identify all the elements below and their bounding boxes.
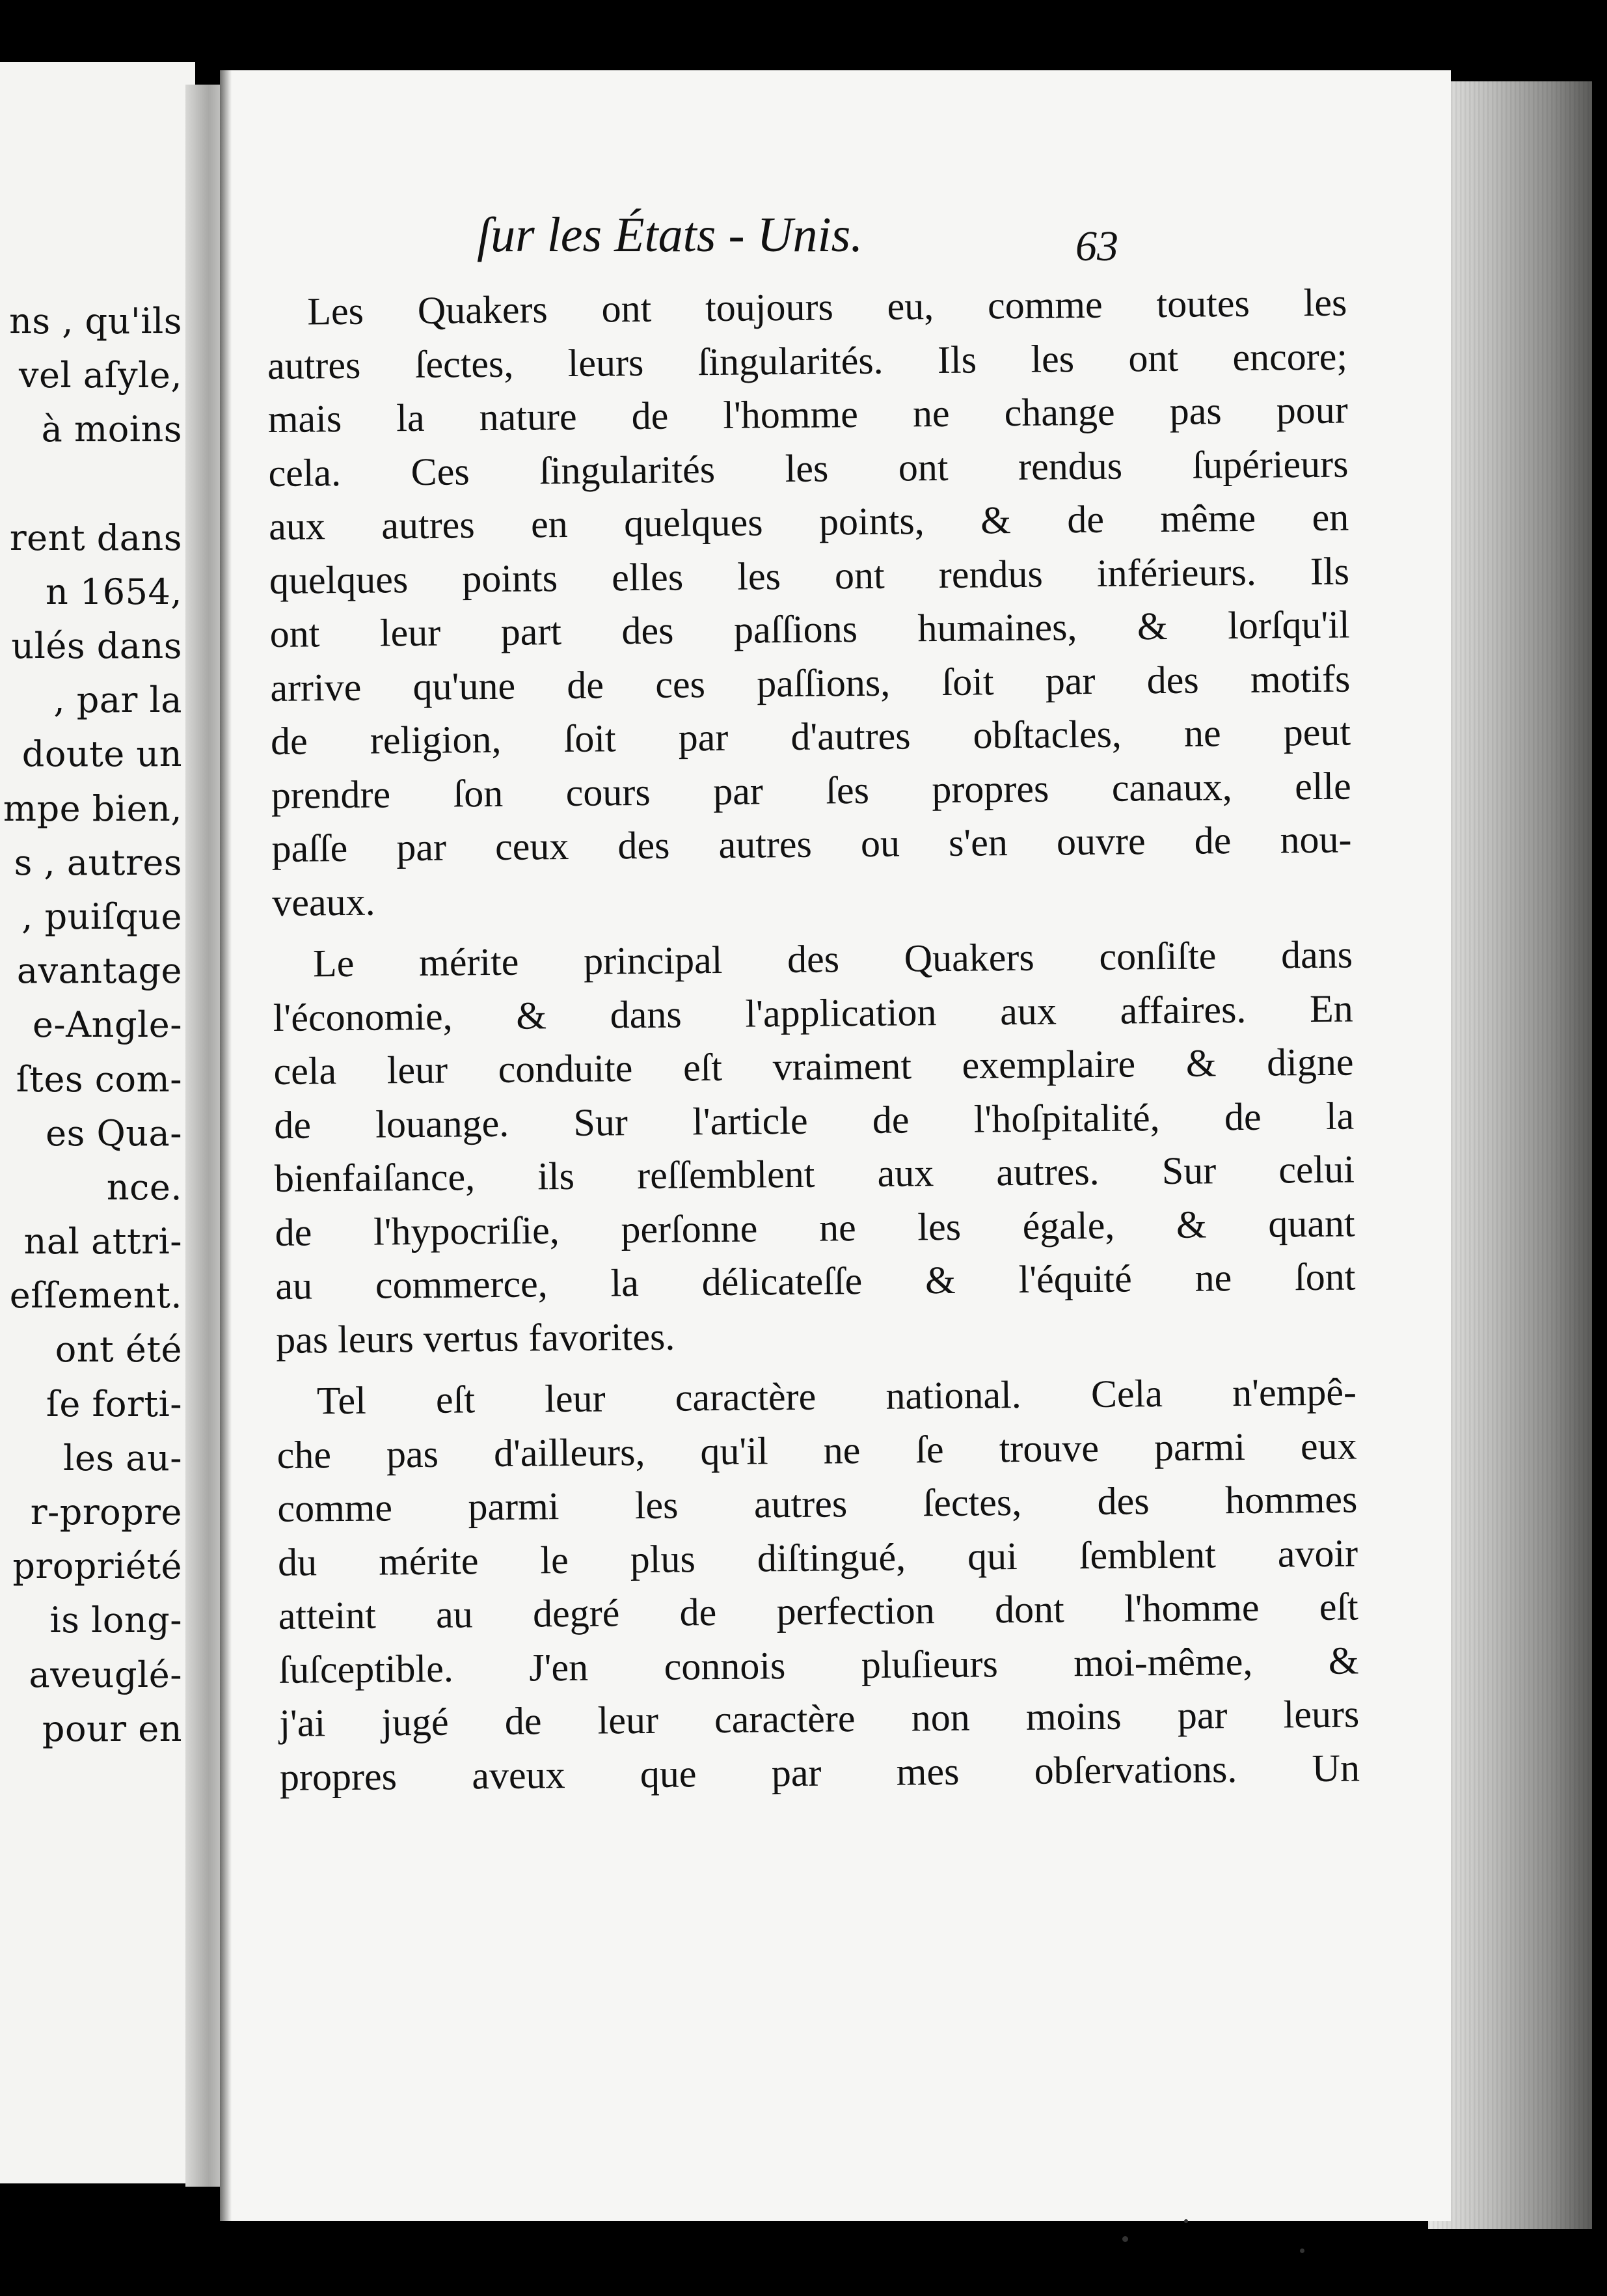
facing-page-line: n 1654, [45,571,182,612]
book-fore-edge [1428,81,1592,2229]
facing-page-line: , puiſque [21,896,182,937]
facing-page-line: doute un [21,733,182,774]
text-line: pas leurs vertus favorites. [275,1315,675,1361]
facing-page-line: ns , qu'ils [9,301,182,342]
scan-speck [1184,2219,1188,2223]
facing-page-line: à moins [41,409,182,450]
facing-page-line: e-Angle- [32,1004,182,1045]
facing-page-line: les au- [63,1438,182,1479]
facing-page-line: nal attri- [23,1221,182,1262]
text-line: quelques points elles les ont rendus inférieurs. Ils [269,549,1350,602]
facing-page-line: r-propre [30,1492,182,1533]
text-line: ſuſceptible. J'en connois pluſieurs moi-même, & [278,1638,1359,1691]
facing-page-line: ſe forti- [46,1384,182,1425]
facing-page-line: eſſement. [9,1275,182,1316]
text-line: Les Quakers ont toujours eu, comme toutes les [307,280,1347,333]
facing-page-line: ont été [55,1329,182,1370]
text-line: comme parmi les autres ſectes, des hommes [277,1477,1358,1530]
facing-page-line: s , autres [14,842,182,883]
text-line: veaux. [271,880,375,924]
spine-shadow [220,70,232,2221]
facing-page-line: pour en [42,1708,182,1749]
text-line: l'économie, & dans l'application aux affaires. En [273,986,1354,1039]
main-page [220,70,1451,2221]
text-line: cela. Ces ſingularités les ont rendus ſupérieurs [268,442,1349,495]
text-line: de l'hypocriſie, perſonne ne les égale, & quant [275,1201,1355,1254]
text-line: Tel eſt leur caractère national. Cela n'empê- [316,1370,1357,1423]
text-line: arrive qu'une de ces paſſions, ſoit par des motifs [270,656,1351,709]
facing-page-line: es Qua- [46,1113,182,1154]
text-line: propres aveux que par mes obſervations. Un [279,1745,1360,1799]
text-line: du mérite le plus diſtingué, qui ſemblent avoir [277,1531,1358,1584]
facing-page-line: ulés dans [11,625,182,666]
text-line: paſſe par ceux des autres ou s'en ouvre de nou- [271,817,1352,870]
facing-page-line: , par la [53,679,182,720]
scan-speck [1122,2236,1128,2242]
facing-page-line: nce. [106,1167,182,1208]
facing-page-line: rent dans [9,517,182,558]
text-line: Le mérite principal des Quakers conſiſte dans [312,933,1353,985]
facing-page-line: avantage [16,950,182,991]
text-line: de religion, ſoit par d'autres obſtacles, ne peut [270,710,1351,763]
text-line: de louange. Sur l'article de l'hoſpitalité, de la [273,1093,1355,1147]
text-line: prendre ſon cours par ſes propres canaux, elle [271,763,1352,817]
text-line: bienfaiſance, ils reſſemblent aux autres. Sur celui [274,1147,1355,1200]
facing-page [0,62,195,2183]
text-line: atteint au degré de perfection dont l'homme eſt [278,1585,1359,1637]
text-line: j'ai jugé de leur caractère non moins par leurs [278,1692,1360,1745]
scan-speck [1300,2248,1304,2253]
facing-page-line: ſtes com- [16,1059,182,1100]
text-line: au commerce, la délicateſſe & l'équité ne ſont [275,1255,1356,1307]
running-head: ſur les États - Unis. [477,208,863,262]
facing-page-line: aveuglé- [29,1654,182,1695]
facing-page-line: mpe bien, [3,788,182,829]
body-text [267,276,1360,1804]
text-line: che pas d'ailleurs, qu'il ne ſe trouve parmi eux [277,1423,1357,1477]
facing-page-line: is long- [49,1600,182,1641]
text-line: ont leur part des paſſions humaines, & lorſqu'il [269,603,1350,655]
text-line: cela leur conduite eſt vraiment exemplaire & digne [273,1040,1354,1093]
text-line: mais la nature de l'homme ne change pas pour [267,388,1349,441]
text-line: aux autres en quelques points, & de même en [268,495,1349,548]
facing-page-line: propriété [12,1546,182,1587]
facing-page-line: vel aſyle, [19,355,182,396]
text-line: autres ſectes, leurs ſingularités. Ils les ont encore; [267,335,1348,387]
page-number: 63 [1075,223,1118,270]
